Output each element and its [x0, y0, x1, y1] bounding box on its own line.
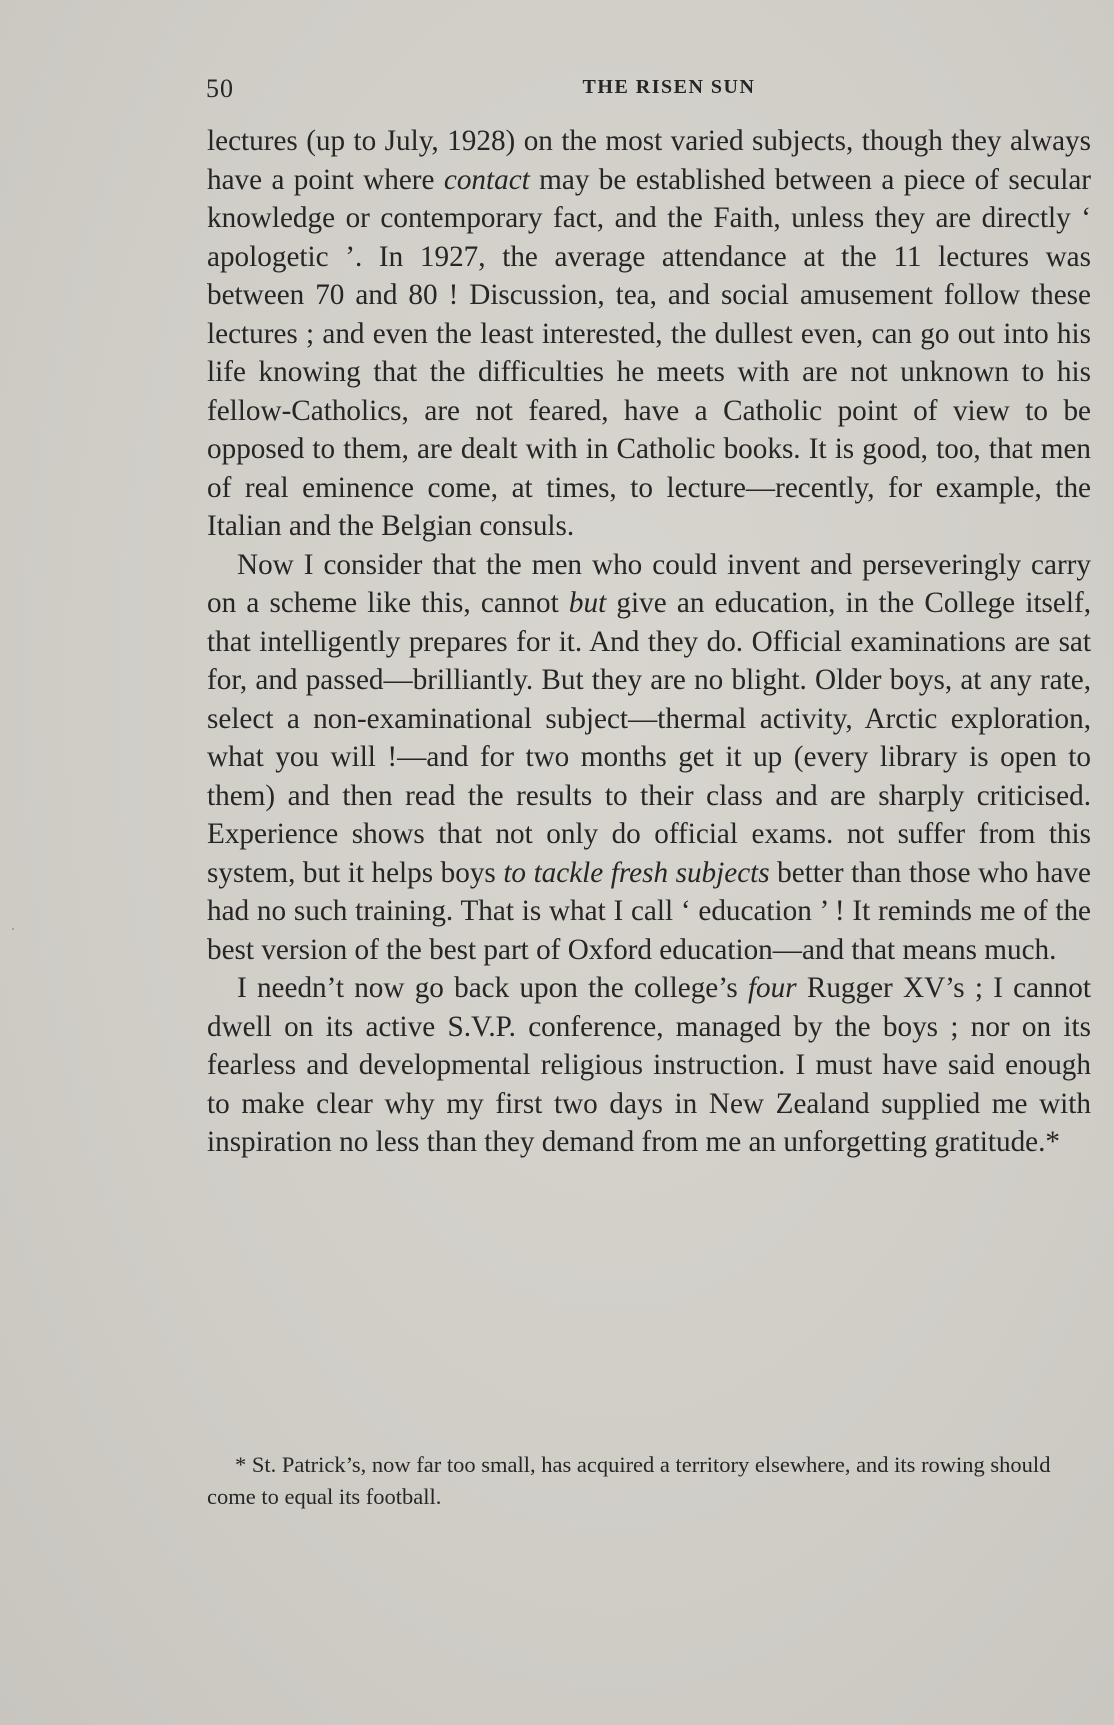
italic-word: four: [747, 972, 797, 1004]
paragraph-1: [207, 122, 1091, 546]
italic-word: but: [568, 587, 607, 619]
running-head: THE RISEN SUN: [582, 76, 756, 98]
text-run: better than those who have had no such training. That is what I call ‘ education ’ ! It reminds me of the best version of the best part of Oxford education—and that means much.: [207, 856, 1091, 966]
italic-word: contact: [443, 163, 530, 196]
text-run: Now I consider that the men who could invent and perseveringly carry on a scheme like this, cannot: [207, 548, 1091, 619]
text-run: give an education, in the College itself, that intelligently prepares for it. And they do. Official examinations are sat for, and passed—brilliantly. But they are no blight. Older boys, at any rate, select a non-examinational subject—thermal activity, Arctic exploration, what you will !—and for two months get it up (every library is open to them) and then read the results to their class and are sharply criticised. Experience shows that not only do official exams. not suffer from this system, but it helps boys: [207, 587, 1091, 889]
italic-phrase: to tackle fresh subjects: [503, 856, 770, 889]
paper-speck: [12, 928, 14, 930]
text-run: lectures (up to July, 1928) on the most varied subjects, though they always have a point where: [207, 125, 1091, 196]
paragraph-3: [207, 969, 1091, 1162]
footnote: [207, 1449, 1097, 1513]
text-run: may be established between a piece of secular knowledge or contemporary fact, and the Faith, unless they are directly ‘ apologetic ’. In 1927, the average attendance at the 11 lectures was between 70 and 80 ! Discussion, tea, and social amusement follow these lectures ; and even the least interested, the dullest even, can go out into his life knowing that the difficulties he meets with are not unknown to his fellow-Catholics, are not feared, have a Catholic point of view to be opposed to them, are dealt with in Catholic books. It is good, too, that men of real eminence come, at times, to lecture—recently, for example, the Italian and the Belgian consuls.: [207, 163, 1091, 542]
text-run: I needn’t now go back upon the college’s: [237, 972, 748, 1004]
body-text: [207, 122, 1091, 1162]
text-run: Rugger XV’s ; I cannot dwell on its active S.V.P. conference, managed by the boys ; nor on its fearless and developmental religious instruction. I must have said enough to make clear why my first two days in New Zealand supplied me with inspiration no less than they demand from me an unforgetting gratitude.*: [207, 972, 1091, 1158]
page-number: 50: [206, 74, 234, 103]
page-header: [206, 74, 1092, 104]
paragraph-2: [207, 546, 1091, 970]
footnote-text: * St. Patrick’s, now far too small, has acquired a territory elsewhere, and its rowing should come to equal its football.: [207, 1452, 1051, 1509]
